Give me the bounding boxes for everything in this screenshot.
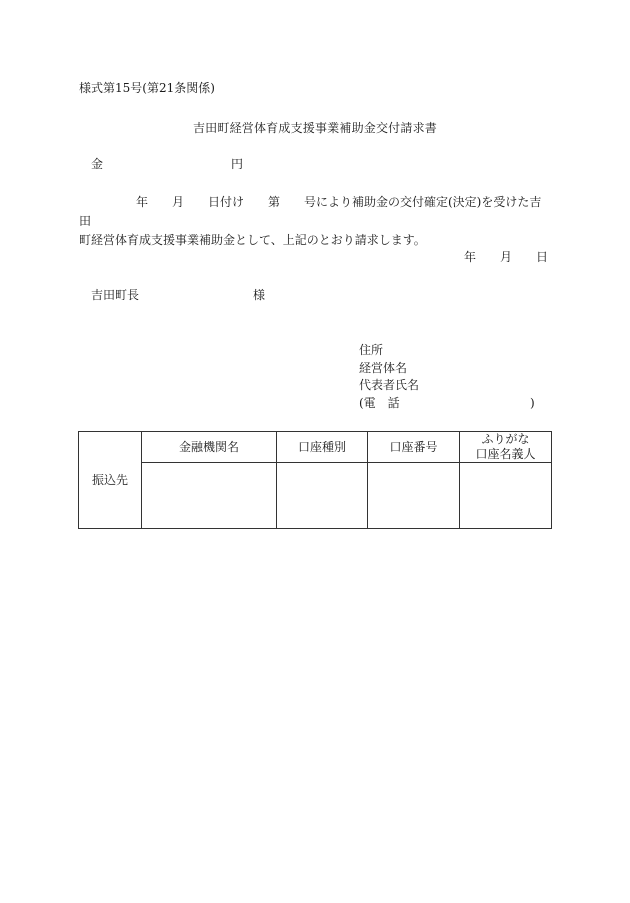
transfer-destination-label: 振込先 bbox=[79, 432, 142, 529]
bank-name-cell[interactable] bbox=[142, 463, 277, 529]
amount-prefix: 金 bbox=[91, 157, 104, 171]
account-holder-cell[interactable] bbox=[460, 463, 552, 529]
header-account-number: 口座番号 bbox=[368, 432, 460, 463]
applicant-entity-label: 経営体名 bbox=[359, 360, 408, 375]
request-body-text bbox=[79, 193, 551, 250]
table-input-row bbox=[79, 463, 552, 529]
header-account-type: 口座種別 bbox=[277, 432, 368, 463]
body-line-2: 町経営体育成支援事業補助金として、上記のとおり請求します。 bbox=[79, 233, 426, 247]
bank-transfer-table bbox=[78, 431, 552, 529]
account-type-cell[interactable] bbox=[277, 463, 368, 529]
header-account-holder bbox=[460, 432, 552, 463]
request-date: 年 月 日 bbox=[464, 250, 549, 264]
applicant-phone-line bbox=[359, 395, 535, 413]
header-bank-name: 金融機関名 bbox=[142, 432, 277, 463]
applicant-address-label: 住所 bbox=[359, 343, 384, 357]
addressee-honorific: 様 bbox=[253, 288, 266, 302]
applicant-block bbox=[359, 342, 535, 412]
body-line-1: 年 月 日付け 第 号により補助金の交付確定(決定)を受けた吉田 bbox=[79, 195, 542, 228]
document-title: 吉田町経営体育成支援事業補助金交付請求書 bbox=[192, 121, 437, 135]
applicant-representative-label: 代表者氏名 bbox=[359, 378, 420, 392]
account-number-cell[interactable] bbox=[368, 463, 460, 529]
form-number: 様式第15号(第21条関係) bbox=[79, 81, 215, 95]
phone-open-label: (電 話 bbox=[359, 395, 400, 410]
table-header-row bbox=[79, 432, 552, 463]
header-furigana: ふりがな bbox=[481, 432, 530, 446]
header-holder-name: 口座名義人 bbox=[475, 447, 536, 461]
amount-yen-suffix: 円 bbox=[231, 157, 244, 171]
addressee-label: 吉田町長 bbox=[91, 288, 140, 302]
phone-close-paren: ) bbox=[530, 395, 535, 410]
